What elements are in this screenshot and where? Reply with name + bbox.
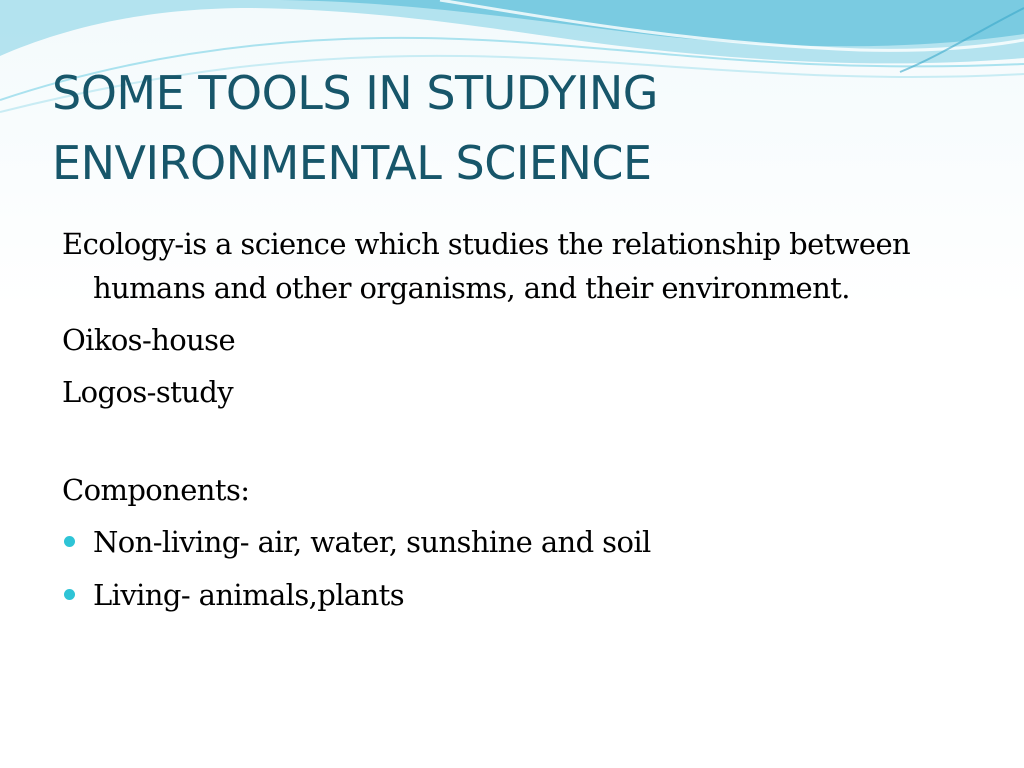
paragraph-ecology: Ecology-is a science which studies the relationship between humans and other organisms, and their environment. xyxy=(62,227,911,305)
paragraph-logos: Logos-study xyxy=(62,375,233,409)
bullet-item-non-living xyxy=(62,520,982,564)
title-line-2: ENVIRONMENTAL SCIENCE xyxy=(52,136,652,190)
title-line-1: SOME TOOLS IN STUDYING xyxy=(52,66,658,120)
slide-body xyxy=(62,222,982,626)
bullet-dot-icon xyxy=(64,589,75,600)
bullet-text: Living- animals,plants xyxy=(93,578,404,612)
paragraph-components: Components: xyxy=(62,473,250,507)
bullet-item-living xyxy=(62,573,982,617)
bullet-text: Non-living- air, water, sunshine and soil xyxy=(93,525,651,559)
bullet-dot-icon xyxy=(64,536,75,547)
slide-title xyxy=(52,58,992,198)
paragraph-oikos: Oikos-house xyxy=(62,323,236,357)
